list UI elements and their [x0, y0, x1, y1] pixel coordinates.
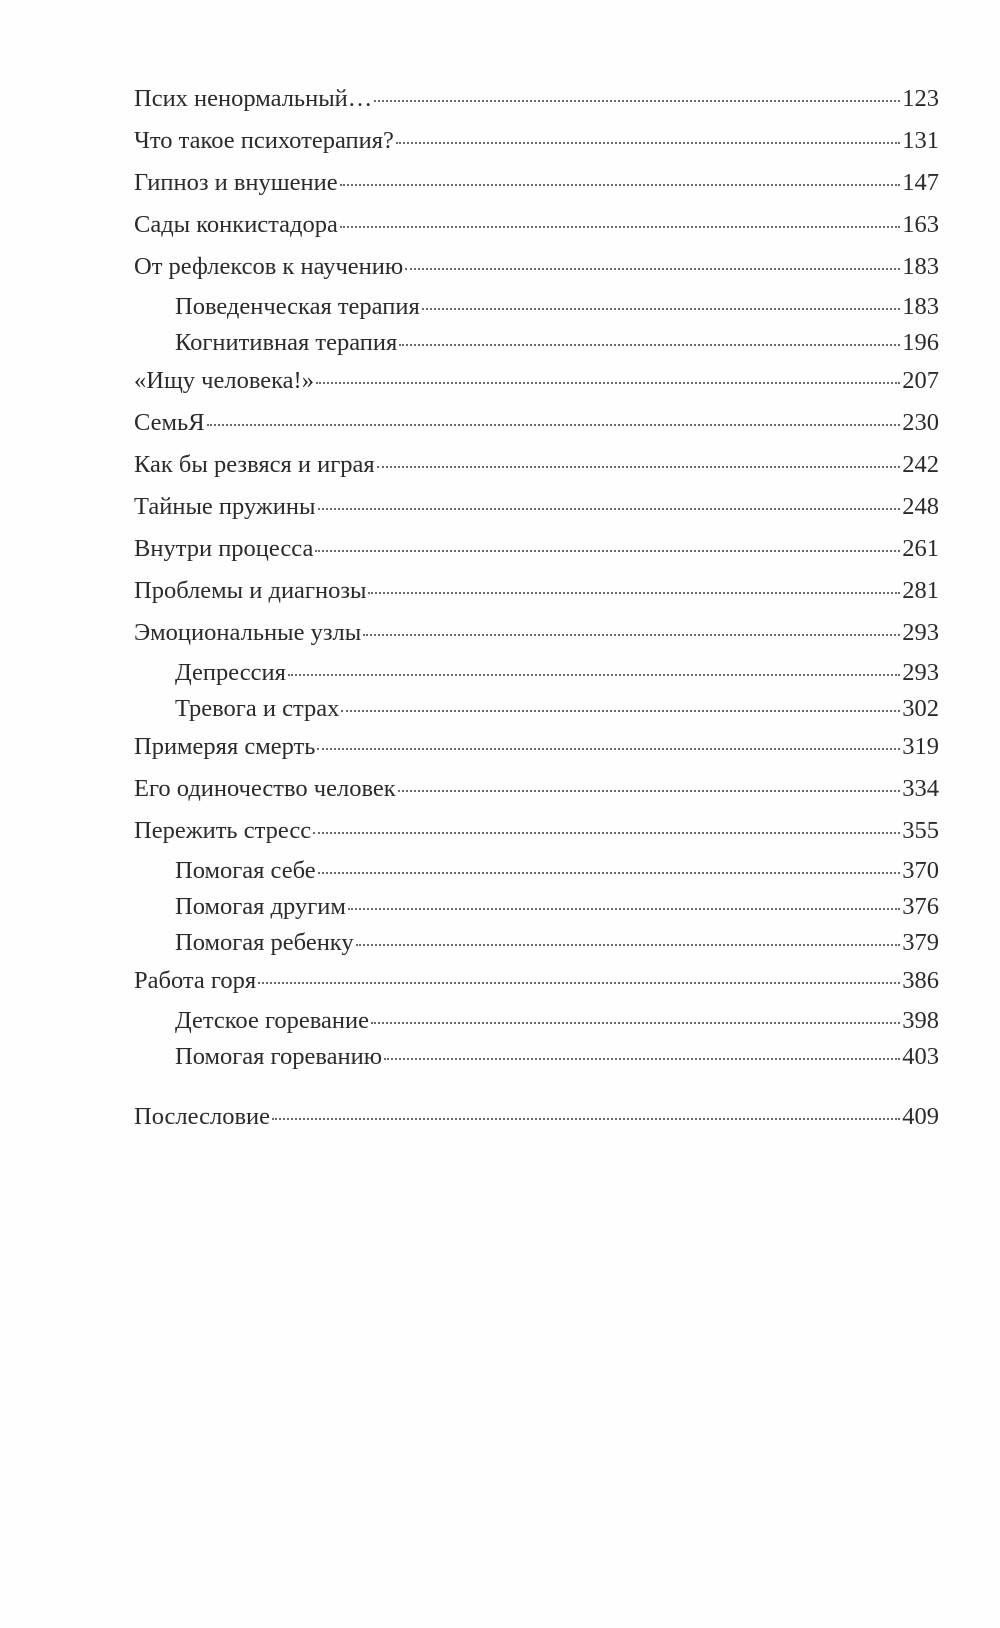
toc-chapter-entry — [134, 730, 939, 772]
dot-leader — [207, 404, 901, 426]
toc-entry-title: Тайные пружины — [134, 493, 316, 520]
toc-entry-title: Как бы резвяся и играя — [134, 451, 375, 478]
toc-entry-title: Депрессия — [175, 659, 286, 686]
dot-leader — [422, 288, 901, 310]
toc-entry-title: Помогая себе — [175, 857, 316, 884]
toc-chapter-entry — [134, 532, 939, 574]
toc-entry-title: «Ищу человека!» — [134, 367, 314, 394]
toc-entry-title: Псих ненормальный… — [134, 85, 373, 112]
dot-leader — [318, 852, 901, 874]
toc-chapter-entry — [134, 250, 939, 292]
toc-entry-title: Пережить стресс — [134, 817, 312, 844]
toc-section-entry — [134, 928, 939, 964]
toc-chapter-entry — [134, 166, 939, 208]
dot-leader — [348, 888, 900, 910]
toc-entry-title: Тревога и страх — [175, 695, 340, 722]
dot-leader — [399, 324, 900, 346]
toc-entry-title: Внутри процесса — [134, 535, 314, 562]
dot-leader — [356, 924, 901, 946]
toc-entry-page-number: 379 — [902, 929, 939, 956]
toc-entry-page-number: 131 — [902, 127, 939, 154]
toc-entry-page-number: 293 — [902, 619, 939, 646]
dot-leader — [317, 728, 900, 750]
toc-entry-page-number: 242 — [902, 451, 939, 478]
toc-entry-title: Его одиночество человек — [134, 775, 396, 802]
toc-entry-page-number: 302 — [902, 695, 939, 722]
toc-entry-title: Когнитивная терапия — [175, 329, 398, 356]
toc-section-entry — [134, 1042, 939, 1078]
toc-entry-title: Помогая другим — [175, 893, 346, 920]
toc-chapter-entry — [134, 1100, 939, 1142]
toc-chapter-entry — [134, 772, 939, 814]
toc-entry-page-number: 398 — [902, 1007, 939, 1034]
toc-chapter-entry — [134, 124, 939, 166]
toc-chapter-entry — [134, 82, 939, 124]
toc-chapter-entry — [134, 448, 939, 490]
toc-chapter-entry — [134, 574, 939, 616]
toc-entry-page-number: 281 — [902, 577, 939, 604]
toc-entry-page-number: 409 — [902, 1103, 939, 1130]
toc-section-entry — [134, 856, 939, 892]
toc-entry-title: Работа горя — [134, 967, 257, 994]
dot-leader — [377, 446, 901, 468]
toc-entry-page-number: 293 — [902, 659, 939, 686]
dot-leader — [398, 770, 901, 792]
dot-leader — [341, 690, 900, 712]
toc-chapter-entry — [134, 814, 939, 856]
toc-section-entry — [134, 328, 939, 364]
toc-entry-page-number: 355 — [902, 817, 939, 844]
toc-entry-page-number: 147 — [902, 169, 939, 196]
toc-entry-page-number: 196 — [902, 329, 939, 356]
toc-entry-title: Что такое психотерапия? — [134, 127, 394, 154]
toc-entry-title: Проблемы и диагнозы — [134, 577, 367, 604]
toc-chapter-entry — [134, 208, 939, 250]
toc-section-entry — [134, 292, 939, 328]
toc-entry-title: СемьЯ — [134, 409, 205, 436]
dot-leader — [405, 248, 900, 270]
toc-entry-title: Детское горевание — [175, 1007, 370, 1034]
dot-leader — [318, 488, 901, 510]
toc-section-entry — [134, 892, 939, 928]
toc-entry-title: Сады конкистадора — [134, 211, 338, 238]
toc-entry-page-number: 123 — [902, 85, 939, 112]
toc-entry-title: Помогая гореванию — [175, 1043, 383, 1070]
dot-leader — [315, 530, 900, 552]
dot-leader — [258, 962, 900, 984]
dot-leader — [371, 1002, 900, 1024]
toc-entry-title: От рефлексов к научению — [134, 253, 404, 280]
table-of-contents — [134, 82, 939, 1142]
toc-entry-page-number: 230 — [902, 409, 939, 436]
dot-leader — [396, 122, 900, 144]
dot-leader — [363, 614, 900, 636]
dot-leader — [368, 572, 900, 594]
toc-entry-title: Примеряя смерть — [134, 733, 316, 760]
dot-leader — [272, 1098, 900, 1120]
toc-chapter-entry — [134, 364, 939, 406]
toc-chapter-entry — [134, 616, 939, 658]
dot-leader — [288, 654, 900, 676]
toc-chapter-entry — [134, 964, 939, 1006]
toc-entry-page-number: 183 — [902, 293, 939, 320]
dot-leader — [313, 812, 900, 834]
toc-entry-page-number: 261 — [902, 535, 939, 562]
toc-section-entry — [134, 658, 939, 694]
toc-entry-page-number: 207 — [902, 367, 939, 394]
toc-entry-page-number: 248 — [902, 493, 939, 520]
dot-leader — [374, 80, 900, 102]
toc-entry-page-number: 183 — [902, 253, 939, 280]
toc-chapter-entry — [134, 406, 939, 448]
toc-entry-title: Послесловие — [134, 1103, 271, 1130]
toc-entry-title: Гипноз и внушение — [134, 169, 338, 196]
toc-section-entry — [134, 694, 939, 730]
toc-chapter-entry — [134, 490, 939, 532]
toc-entry-page-number: 334 — [902, 775, 939, 802]
dot-leader — [316, 362, 900, 384]
dot-leader — [384, 1038, 900, 1060]
toc-entry-page-number: 319 — [902, 733, 939, 760]
toc-section-entry — [134, 1006, 939, 1042]
toc-entry-page-number: 403 — [902, 1043, 939, 1070]
toc-entry-page-number: 163 — [902, 211, 939, 238]
dot-leader — [340, 164, 901, 186]
toc-entry-page-number: 376 — [902, 893, 939, 920]
toc-entry-page-number: 386 — [902, 967, 939, 994]
toc-entry-title: Помогая ребенку — [175, 929, 354, 956]
dot-leader — [340, 206, 900, 228]
toc-entry-page-number: 370 — [902, 857, 939, 884]
toc-entry-title: Эмоциональные узлы — [134, 619, 362, 646]
toc-entry-title: Поведенческая терапия — [175, 293, 420, 320]
